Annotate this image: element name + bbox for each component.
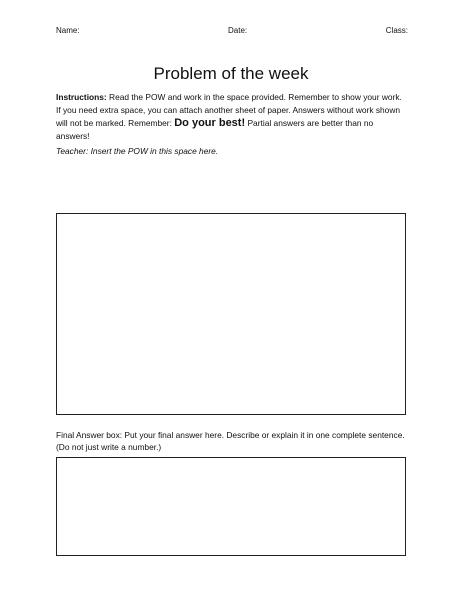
instructions-body: Read the POW and work in the space provided. Remember to show your work. If you need extra space, you can attach another sheet of paper. Answers without work shown will not be marked. Remember: <box>56 92 402 128</box>
instructions-tail: Partial answers are better than no answers! <box>56 118 374 141</box>
page-title: Problem of the week <box>153 64 309 83</box>
final-answer-box[interactable] <box>56 457 406 556</box>
header-row <box>56 26 408 38</box>
instructions-paragraph <box>56 91 408 143</box>
work-box[interactable] <box>56 213 406 415</box>
instructions-lead: Instructions: <box>56 92 107 102</box>
date-label: Date: <box>228 26 248 35</box>
class-label: Class: <box>385 26 408 35</box>
final-answer-prompt: Final Answer box: Put your final answer here. Describe or explain it in one complete sentence. (Do not just write a number.) <box>56 430 405 452</box>
name-label: Name: <box>56 26 80 35</box>
instructions-emphasis: Do your best! <box>174 117 246 129</box>
teacher-note: Teacher: Insert the POW in this space here. <box>56 146 219 156</box>
